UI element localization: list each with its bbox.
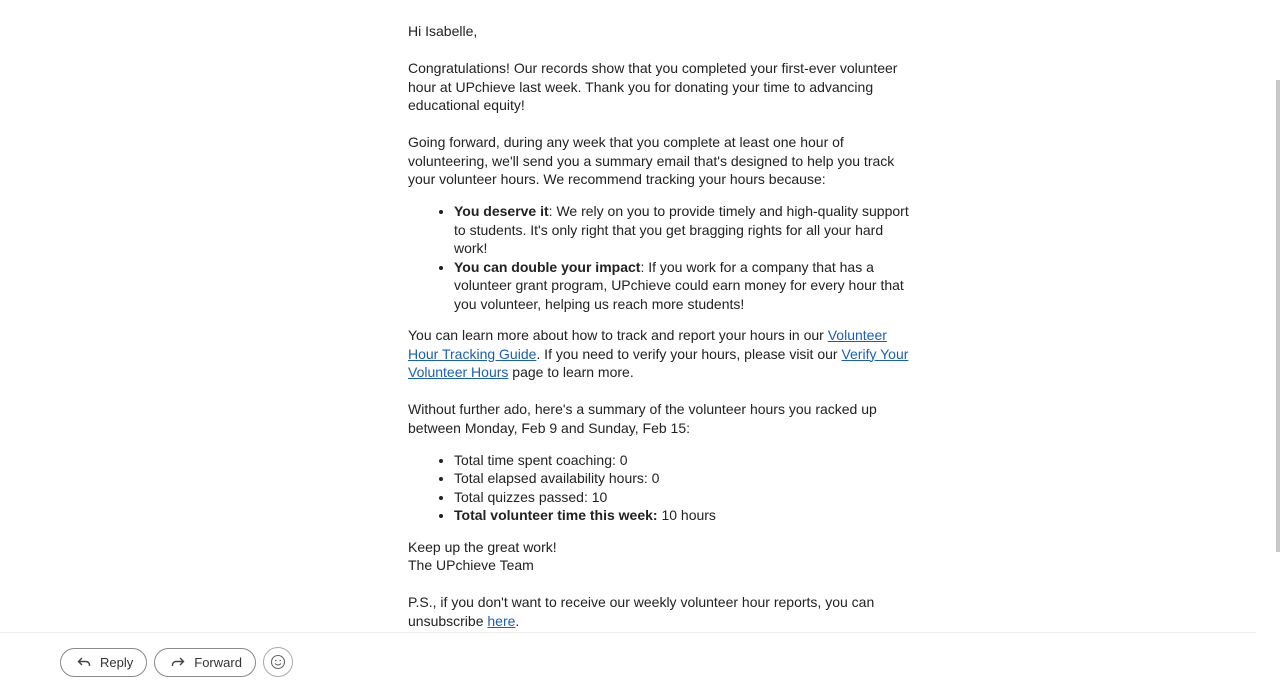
signoff-team: The UPchieve Team bbox=[408, 557, 534, 573]
list-item bbox=[454, 202, 918, 258]
unsubscribe-link[interactable]: here bbox=[487, 612, 516, 629]
text: You can learn more about how to track and report your hours in our bbox=[408, 327, 828, 343]
summary-list bbox=[408, 451, 918, 525]
paragraph-learn-more bbox=[408, 326, 918, 382]
reason-text: : We rely on you to provide timely and high-quality support to students. It's only right that you get bragging rights for all your hard work! bbox=[454, 203, 909, 256]
reason-text: : If you work for a company that has a volunteer grant program, UPchieve could earn money for every hour that you volunteer, helping us reach more students! bbox=[454, 258, 904, 312]
reasons-list bbox=[408, 202, 918, 313]
smiley-icon bbox=[270, 654, 286, 670]
forward-icon bbox=[171, 656, 185, 668]
total-label: Total volunteer time this week: bbox=[454, 507, 658, 523]
reply-label: Reply bbox=[100, 654, 134, 670]
total-value: 10 hours bbox=[657, 507, 716, 523]
scrollbar[interactable] bbox=[1276, 80, 1280, 552]
verify-hours-link[interactable]: Verify Your Volunteer Hours bbox=[408, 345, 909, 380]
list-item bbox=[454, 258, 918, 314]
reason-title: You can double your impact bbox=[454, 258, 641, 275]
forward-label: Forward bbox=[194, 654, 242, 670]
text: . bbox=[515, 612, 520, 629]
paragraph-summary-intro: Without further ado, here's a summary of the volunteer hours you racked up between Monday, Feb 9 and Sunday, Feb 15: bbox=[408, 401, 877, 436]
list-item: • Total elapsed availability hours: 0 bbox=[454, 469, 918, 488]
list-item: • Total quizzes passed: 10 bbox=[454, 488, 918, 507]
reply-icon bbox=[77, 656, 91, 668]
text: P.S., if you don't want to receive our weekly volunteer hour reports, you can unsubscribe bbox=[408, 594, 875, 629]
list-item bbox=[454, 506, 918, 525]
emoji-reaction-button[interactable] bbox=[263, 647, 293, 677]
divider bbox=[0, 632, 1256, 633]
reason-title: You deserve it bbox=[454, 203, 549, 219]
paragraph-congrats: Congratulations! Our records show that you completed your first-ever volunteer hour at UPchieve last week. Thank you for donating your time to advancing educational equity! bbox=[408, 60, 898, 113]
message-actions bbox=[60, 647, 293, 677]
postscript bbox=[408, 593, 918, 630]
email-body bbox=[408, 22, 918, 649]
tracking-guide-link[interactable]: Volunteer Hour Tracking Guide bbox=[408, 327, 887, 362]
signoff-line: Keep up the great work! bbox=[408, 538, 557, 555]
forward-button[interactable] bbox=[154, 648, 256, 677]
greeting: Hi Isabelle, bbox=[408, 23, 478, 39]
list-item: • Total time spent coaching: 0 bbox=[454, 451, 918, 470]
signoff bbox=[408, 538, 918, 575]
reply-button[interactable] bbox=[60, 648, 147, 677]
paragraph-going-forward: Going forward, during any week that you complete at least one hour of volunteering, we'll send you a summary email that's designed to help you track your volunteer hours. We recommend tracking your hours because: bbox=[408, 134, 895, 187]
text: . If you need to verify your hours, please visit our bbox=[536, 345, 842, 362]
text: page to learn more. bbox=[508, 364, 634, 380]
